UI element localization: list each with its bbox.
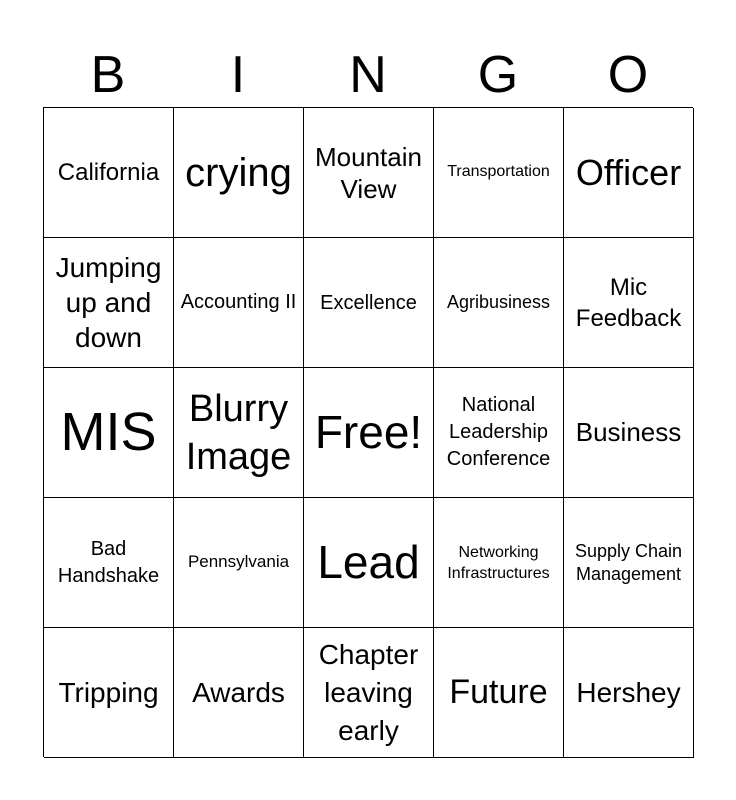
bingo-cell[interactable] [564,108,694,238]
cell-label: Supply Chain Management [574,540,683,584]
cell-label: Blurry Image [185,387,292,478]
bingo-cell[interactable] [434,368,564,498]
bingo-cell[interactable] [44,628,174,758]
bingo-cell[interactable] [174,368,304,498]
bingo-cell[interactable] [174,238,304,368]
cell-label: Future [449,673,548,712]
cell-label: Tripping [58,676,159,708]
bingo-cell[interactable] [44,368,174,498]
bingo-cell[interactable] [304,108,434,238]
bingo-cell[interactable] [434,108,564,238]
cell-label: Chapter leaving early [318,638,419,746]
cell-label: Free! [314,406,423,459]
bingo-cell[interactable] [564,368,694,498]
bingo-cell[interactable] [304,628,434,758]
header-letter-i: I [230,46,246,104]
bingo-cell[interactable] [564,498,694,628]
bingo-board [43,107,693,757]
cell-label: Transportation [447,163,550,181]
cell-label: Awards [192,676,285,708]
cell-label: Jumping up and down [55,252,162,353]
cell-label: Accounting II [180,291,297,313]
cell-label: California [57,158,160,186]
cell-label: National Leadership Conference [446,394,551,470]
bingo-cell[interactable] [44,238,174,368]
cell-label: Excellence [320,291,417,314]
cell-label: Business [575,417,682,448]
bingo-cell[interactable] [44,108,174,238]
cell-label: Pennsylvania [187,552,290,572]
bingo-cell[interactable] [434,238,564,368]
bingo-cell[interactable] [564,628,694,758]
bingo-cell[interactable] [174,108,304,238]
header-letter-n: N [349,46,387,104]
bingo-cell[interactable] [44,498,174,628]
bingo-cell[interactable] [304,368,434,498]
cell-label: Officer [575,152,682,193]
cell-label: Lead [317,536,420,589]
cell-label: crying [185,150,292,195]
header-letter-o: O [607,46,649,104]
bingo-cell[interactable] [434,498,564,628]
bingo-header [43,44,693,106]
cell-label: Networking Infrastructures [447,543,550,582]
cell-label: Mic Feedback [575,273,682,332]
cell-label: MIS [60,401,157,462]
header-letter-b: B [90,46,126,104]
bingo-cell[interactable] [174,628,304,758]
cell-label: Hershey [576,676,681,708]
cell-label: Agribusiness [446,291,551,312]
cell-label: Bad Handshake [57,537,160,587]
header-letter-g: G [477,46,519,104]
bingo-cell[interactable] [304,498,434,628]
bingo-cell[interactable] [564,238,694,368]
bingo-cell[interactable] [434,628,564,758]
bingo-cell[interactable] [174,498,304,628]
bingo-cell[interactable] [304,238,434,368]
cell-label: Mountain View [315,141,422,204]
